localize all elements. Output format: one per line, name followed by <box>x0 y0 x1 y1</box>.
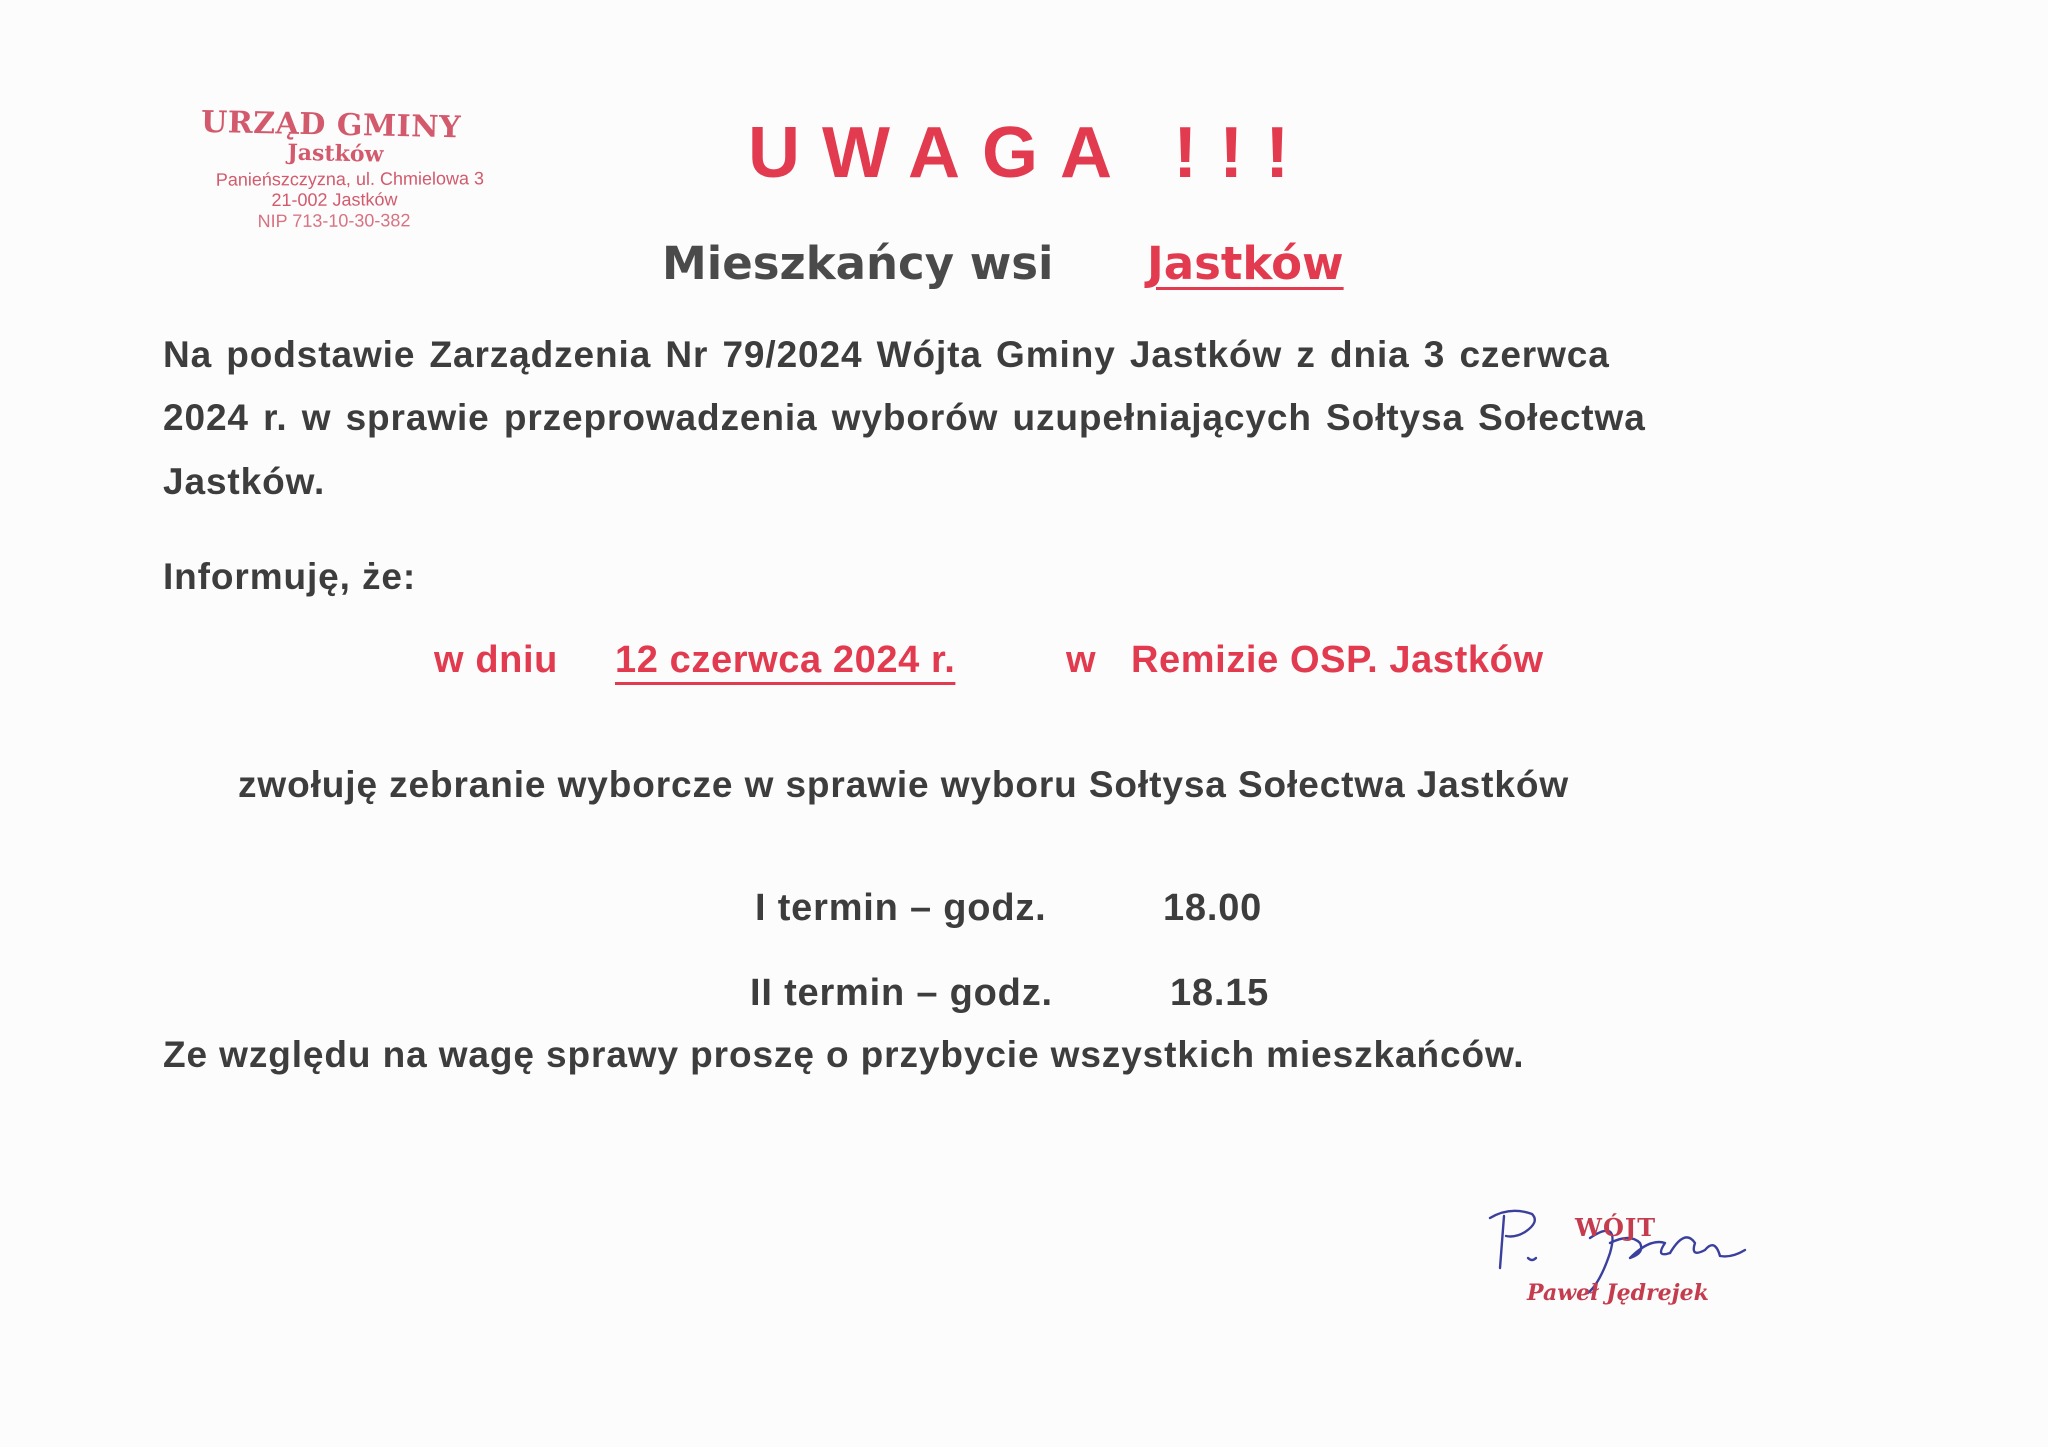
stamp-postcode: 21-002 Jastków <box>271 189 398 211</box>
stamp-office-name: URZĄD GMINY <box>200 104 462 146</box>
stamp-address: Panieńszczyzna, ul. Chmielowa 3 <box>215 168 485 190</box>
stamp-municipality: Jastków <box>287 139 384 168</box>
paragraph-line-2: 2024 r. w sprawie przeprowadzenia wyborów uzupełniających Sołtysa Sołectwa <box>163 397 1646 438</box>
term-2-label: II termin – godz. <box>750 972 1053 1014</box>
paragraph-line-1: Na podstawie Zarządzenia Nr 79/2024 Wójta Gminy Jastków z dnia 3 czerwca <box>163 334 1610 375</box>
convene-statement: zwołuję zebranie wyborcze w sprawie wyboru Sołtysa Sołectwa Jastków <box>238 764 1570 805</box>
term-2-time: 18.15 <box>1170 972 1270 1014</box>
meeting-place: Remizie OSP. Jastków <box>1131 639 1544 681</box>
stamp-nip: NIP 713-10-30-382 <box>257 210 411 232</box>
signature-title: WÓJT <box>1575 1213 1657 1242</box>
meeting-when-prefix: w dniu <box>434 639 558 681</box>
term-1-time: 18.00 <box>1163 887 1263 929</box>
residents-prefix: Mieszkańcy wsi <box>662 237 1054 290</box>
closing-request: Ze względu na wagę sprawy proszę o przybycie wszystkich mieszkańców. <box>163 1034 1525 1075</box>
inform-heading: Informuję, że: <box>163 556 417 597</box>
paragraph-line-3: Jastków. <box>163 461 326 502</box>
term-1-label: I termin – godz. <box>755 887 1047 929</box>
headline-attention: UWAGA !!! <box>748 113 1312 193</box>
meeting-where-prefix: w <box>1066 639 1097 681</box>
village-name: Jastków <box>1147 237 1344 290</box>
signer-name: Paweł Jędrejek <box>1527 1280 1709 1306</box>
meeting-date: 12 czerwca 2024 r. <box>615 639 956 681</box>
office-stamp <box>189 105 512 247</box>
